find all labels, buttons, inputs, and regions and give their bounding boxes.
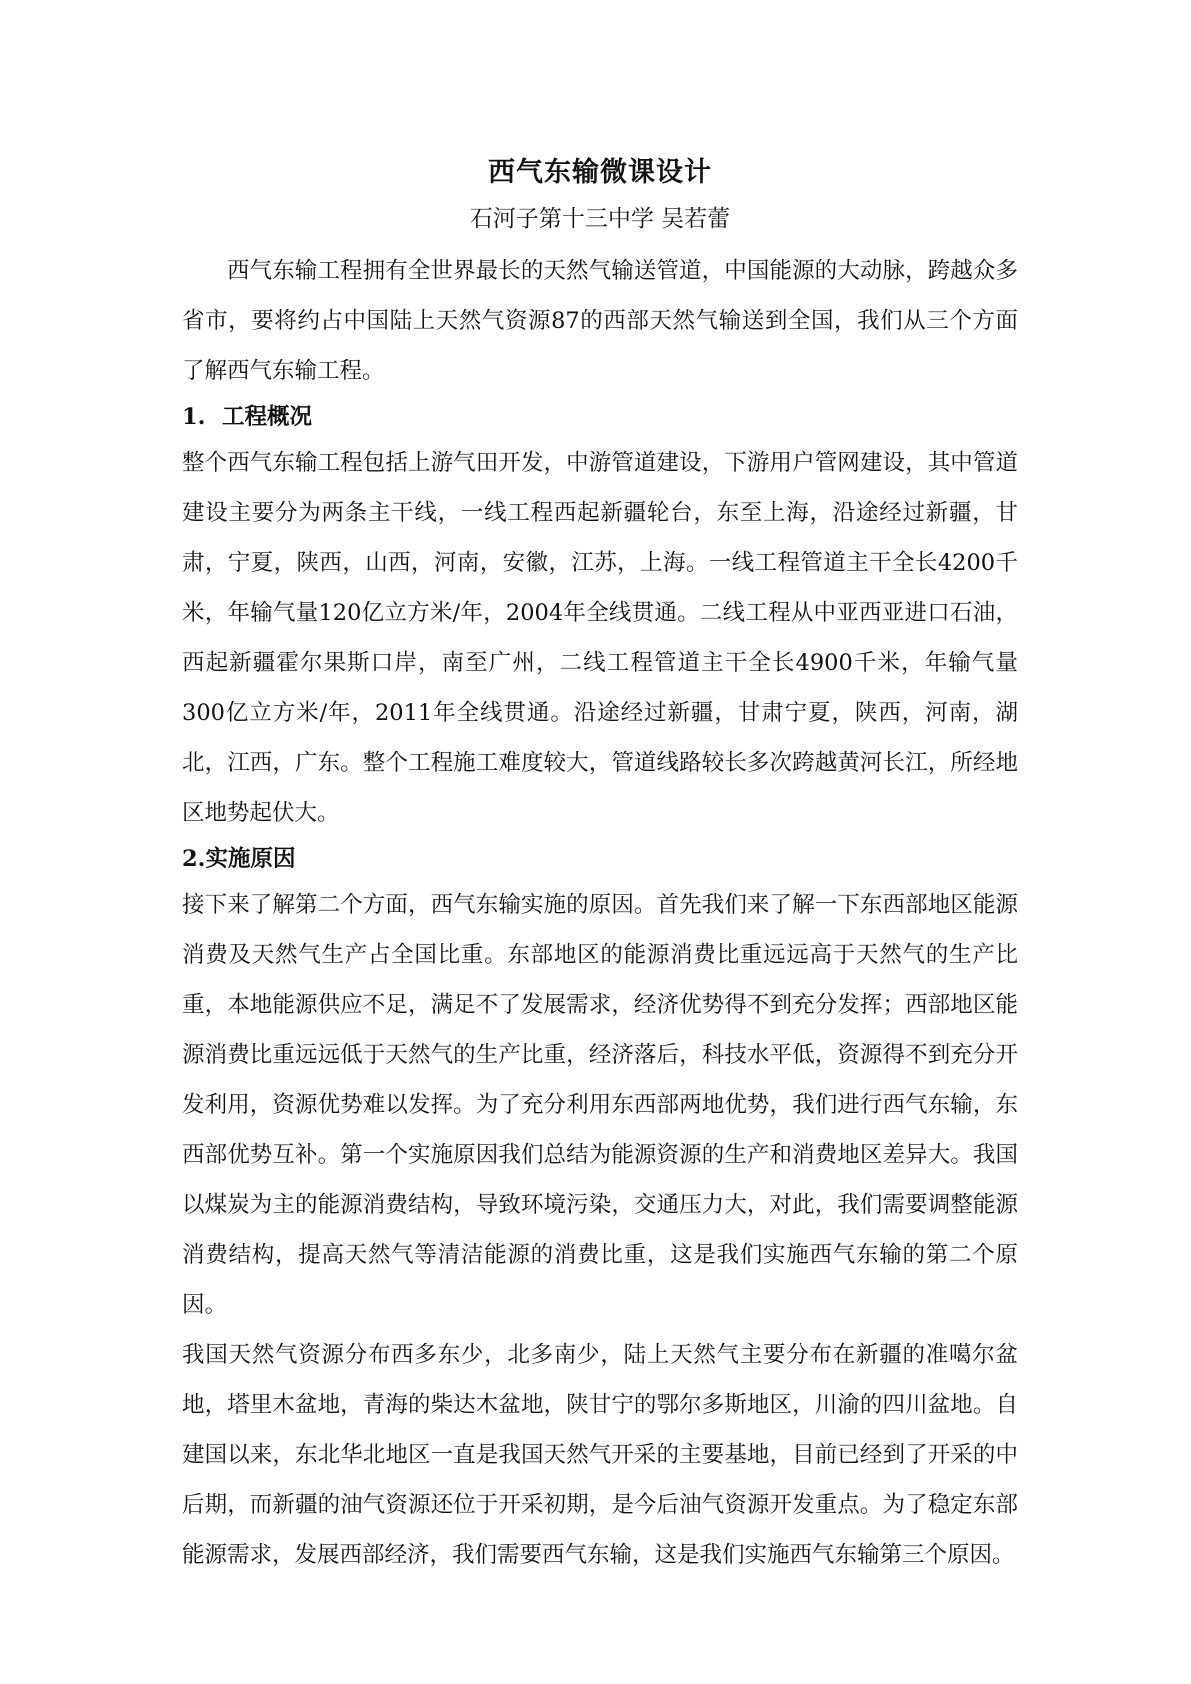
section-2-number: 2. — [182, 846, 206, 872]
document-title: 西气东输微课设计 — [488, 157, 712, 188]
section-1-heading — [182, 396, 1018, 438]
document-author: 石河子第十三中学 吴若蕾 — [469, 206, 731, 232]
section-2-body-2: 我国天然气资源分布西多东少，北多南少，陆上天然气主要分布在新疆的准噶尔盆地，塔里木盆地，青海的柴达木盆地，陕甘宁的鄂尔多斯地区，川渝的四川盆地。自建国以来，东北华北地区一直是我国天然气开采的主要基地，目前已经到了开采的中后期，而新疆的油气资源还位于开采初期，是今后油气资源开发重点。为了稳定东部能源需求，发展西部经济，我们需要西气东输，这是我们实施西气东输第三个原因。 — [182, 1342, 1018, 1568]
section-2-heading — [182, 838, 1018, 880]
section-2-body-1: 接下来了解第二个方面，西气东输实施的原因。首先我们来了解一下东西部地区能源消费及天然气生产占全国比重。东部地区的能源消费比重远远高于天然气的生产比重，本地能源供应不足，满足不了发展需求，经济优势得不到充分发挥；西部地区能源消费比重远远低于天然气的生产比重，经济落后，科技水平低，资源得不到充分开发利用，资源优势难以发挥。为了充分利用东西部两地优势，我们进行西气东输，东西部优势互补。第一个实施原因我们总结为能源资源的生产和消费地区差异大。我国以煤炭为主的能源消费结构，导致环境污染，交通压力大，对此，我们需要调整能源消费结构，提高天然气等清洁能源的消费比重，这是我们实施西气东输的第二个原因。 — [182, 892, 1018, 1318]
section-2-title: 实施原因 — [205, 846, 296, 872]
intro-paragraph: 西气东输工程拥有全世界最长的天然气输送管道，中国能源的大动脉，跨越众多省市，要将约占中国陆上天然气资源87的西部天然气输送到全国，我们从三个方面了解西气东输工程。 — [182, 258, 1018, 384]
document-content — [182, 148, 1018, 1580]
section-1-title: 工程概况 — [222, 404, 313, 430]
section-1-body: 整个西气东输工程包括上游气田开发，中游管道建设，下游用户管网建设，其中管道建设主要分为两条主干线，一线工程西起新疆轮台，东至上海，沿途经过新疆，甘肃，宁夏，陕西，山西，河南，安徽，江苏，上海。一线工程管道主干全长4200千米，年输气量120亿立方米/年，2004年全线贯通。二线工程从中亚西亚进口石油，西起新疆霍尔果斯口岸，南至广州，二线工程管道主干全长4900千米，年输气量300亿立方米/年，2011年全线贯通。沿途经过新疆，甘肃宁夏，陕西，河南，湖北，江西，广东。整个工程施工难度较大，管道线路较长多次跨越黄河长江，所经地区地势起伏大。 — [182, 450, 1018, 826]
section-1-number: 1. — [182, 404, 206, 430]
